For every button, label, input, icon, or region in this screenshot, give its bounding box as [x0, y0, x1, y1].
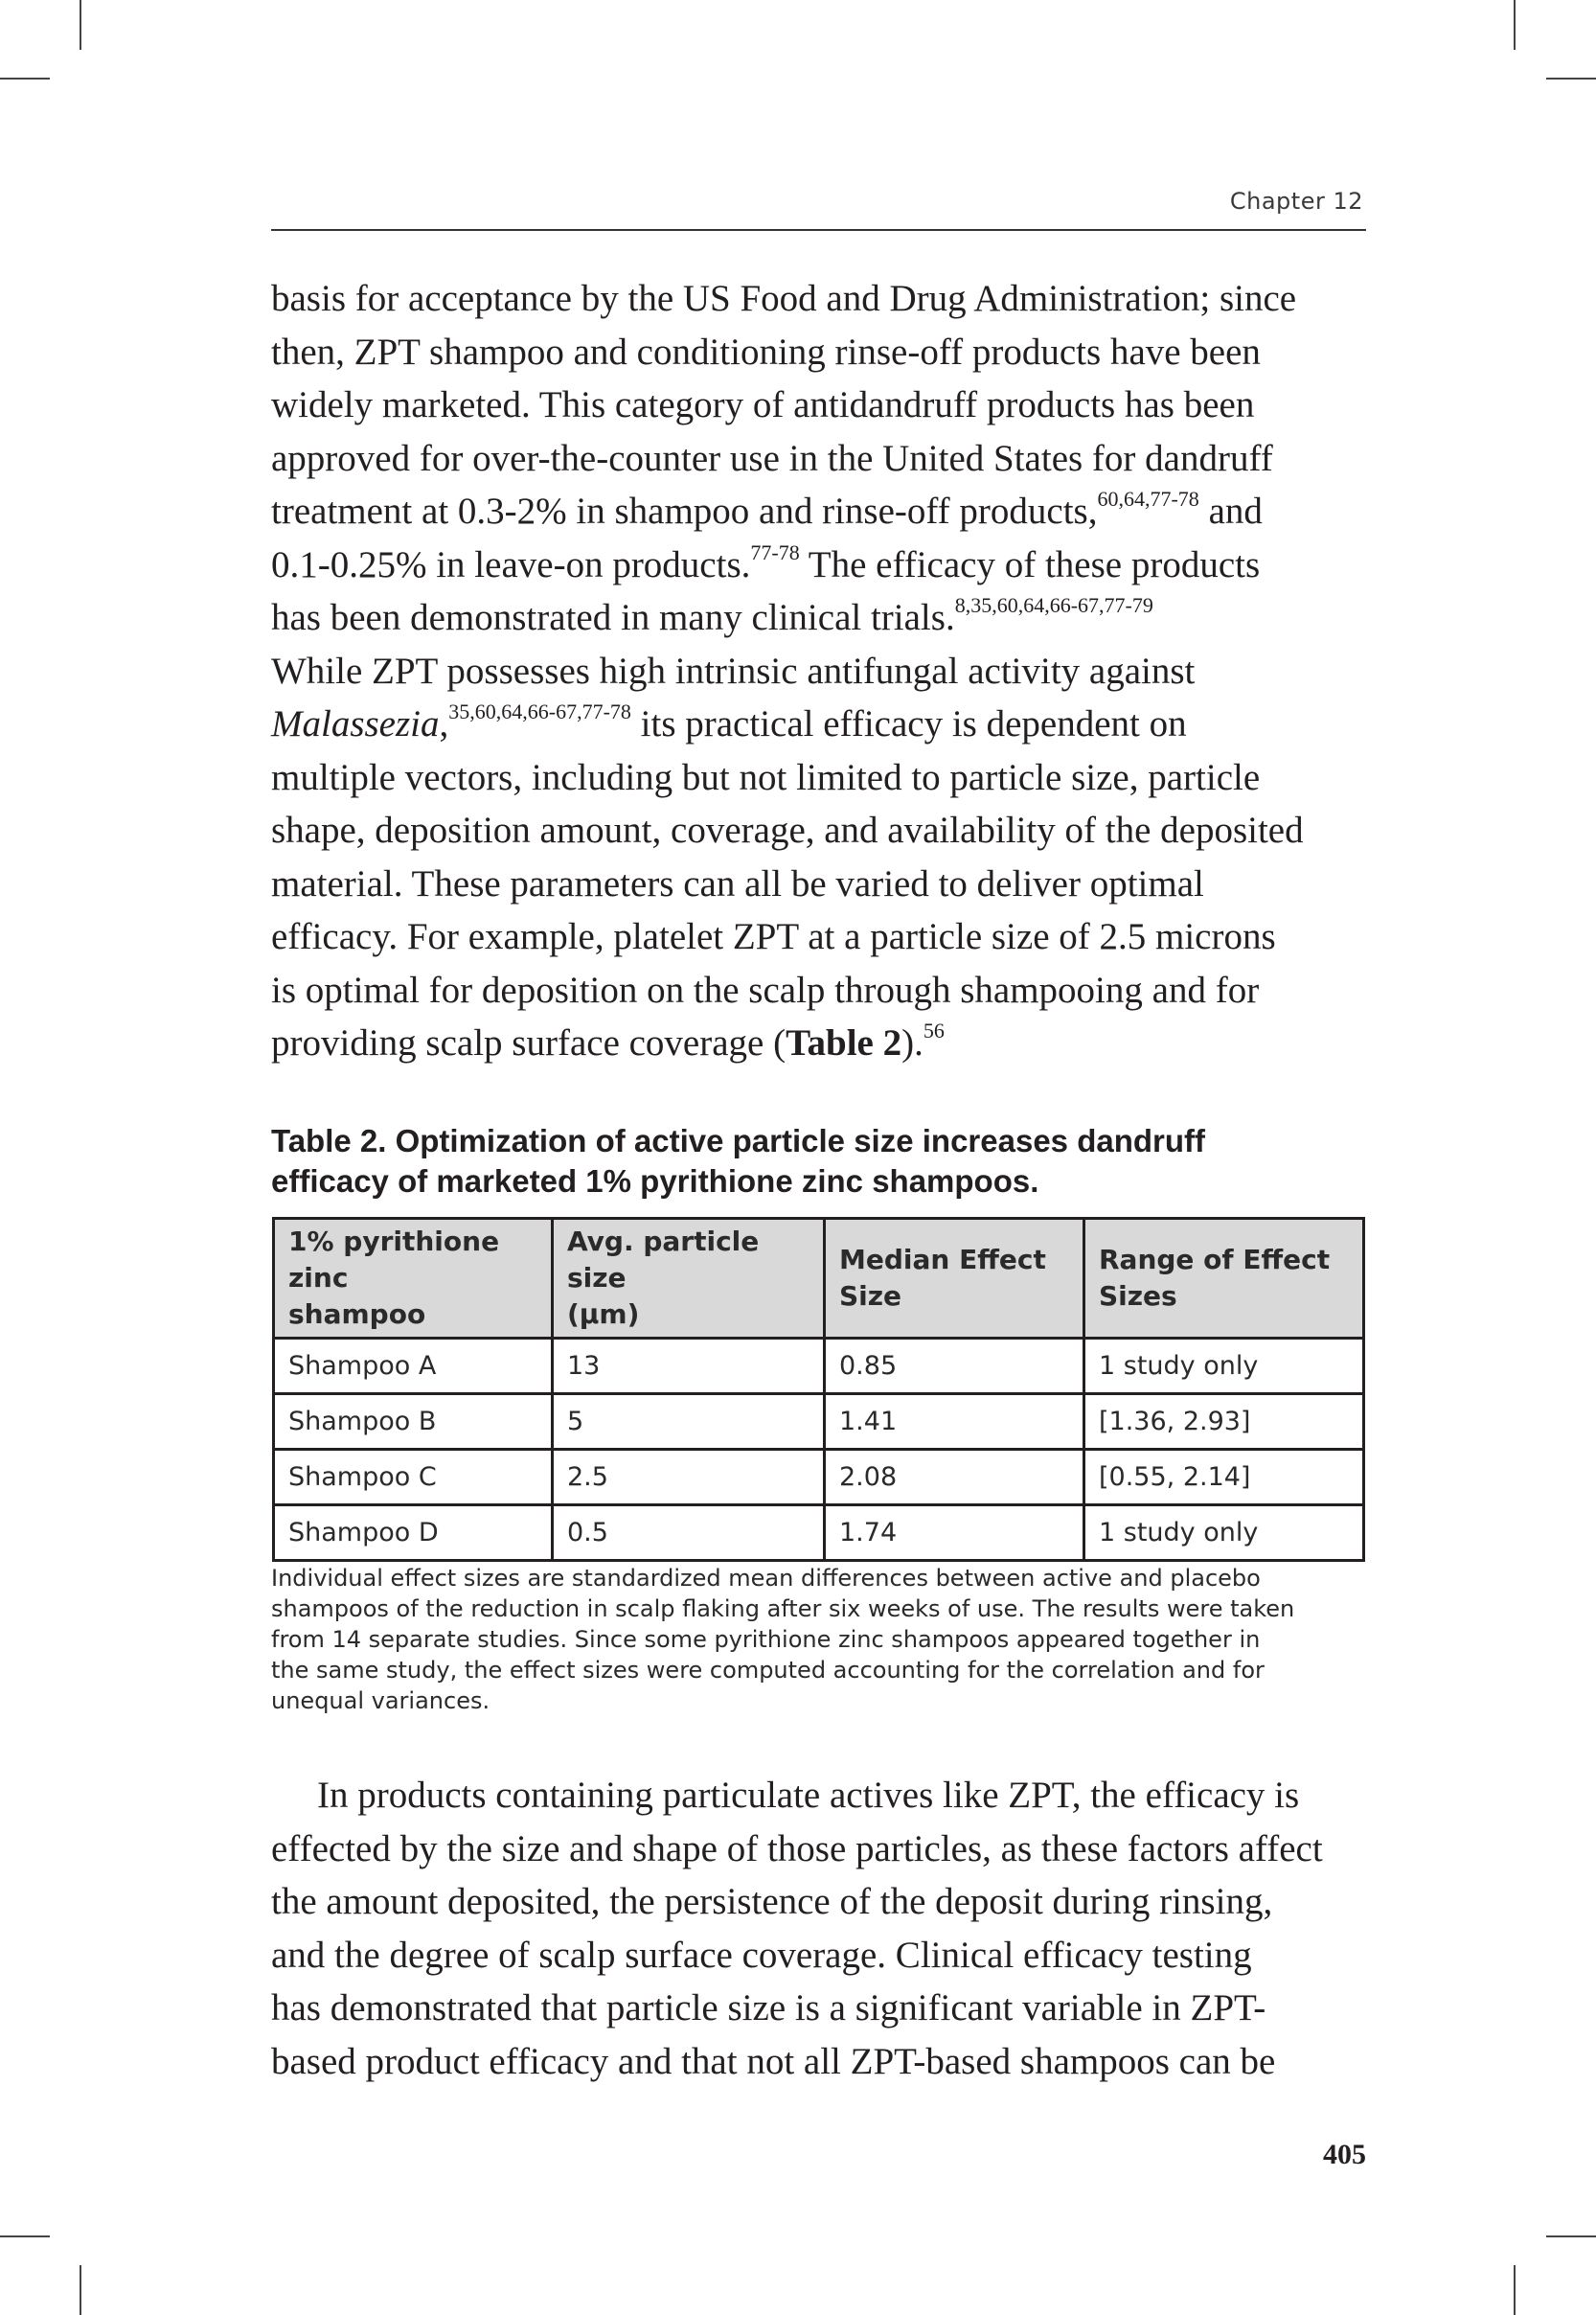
text-line: is optimal for deposition on the scalp through shampooing and for [271, 969, 1260, 1011]
citation: 77-78 [750, 539, 800, 564]
text-line: widely marketed. This category of antidandruff products has been [271, 384, 1255, 425]
table-row [274, 1450, 1364, 1505]
citation: 56 [923, 1019, 945, 1043]
table-cell: 1 study only [1084, 1505, 1364, 1561]
table-cell: 0.85 [825, 1339, 1084, 1394]
crop-mark-left-bottom [0, 2235, 50, 2237]
table-cell: 2.5 [553, 1450, 825, 1505]
table-cell: 1.74 [825, 1505, 1084, 1561]
text-line: has been demonstrated in many clinical trials.$^{8,35,60,64,66-67,77-79}$ [271, 593, 1153, 638]
column-header: 1% pyrithione zinc shampoo [274, 1219, 553, 1339]
table-cell: 1.41 [825, 1394, 1084, 1450]
table-cell: [0.55, 2.14] [1084, 1450, 1364, 1505]
table-row [274, 1394, 1364, 1450]
table-cell: [1.36, 2.93] [1084, 1394, 1364, 1450]
data-table [272, 1217, 1365, 1562]
table-cell: Shampoo B [274, 1394, 553, 1450]
table-caption: Table 2. Optimization of active particle size increases dandruff efficacy of marketed 1% pyrithione zinc shampoos. [271, 1123, 1205, 1199]
text-line: effected by the size and shape of those particles, as these factors affect [271, 1827, 1323, 1869]
text-line: In products containing particulate actives like ZPT, the efficacy is [317, 1775, 1300, 1816]
table-header-row [274, 1219, 1364, 1339]
column-header: Avg. particle size (μm) [553, 1219, 825, 1339]
running-header: Chapter 12 [1229, 188, 1363, 215]
text-line: 0.1-0.25% in leave-on products.$^{77-78}$ The efficacy of these products [271, 539, 1261, 585]
crop-mark-right-bottom [1546, 2235, 1596, 2237]
citation: 8,35,60,64,66-67,77-79 [954, 593, 1153, 617]
page-number: 405 [1323, 2139, 1366, 2170]
table-footnote: Individual effect sizes are standardized mean differences between active and placebo shampoos of the reduction in scalp flaking after six weeks of use. The results were taken from 14 separate studies. Since some pyrithione zinc shampoos appeared together in the same study, the effect sizes were computed accounting for the correlation and for unequal variances. [271, 1565, 1295, 1714]
text-line: multiple vectors, including but not limited to particle size, particle [271, 756, 1261, 798]
text-line: efficacy. For example, platelet ZPT at a particle size of 2.5 microns [271, 916, 1276, 957]
paragraph-1 [271, 272, 1373, 1070]
text-line: providing scalp surface coverage (Table 2).$^{56}$ [271, 1019, 945, 1064]
crop-mark-right-top [1546, 78, 1596, 80]
table-row [274, 1505, 1364, 1561]
text-line: While ZPT possesses high intrinsic antifungal activity against [271, 650, 1196, 692]
citation: 35,60,64,66-67,77-78 [448, 699, 631, 723]
text-line: shape, deposition amount, coverage, and availability of the deposited [271, 810, 1304, 851]
header-rule [271, 229, 1366, 231]
table-row [274, 1339, 1364, 1394]
table-cell: 1 study only [1084, 1339, 1364, 1394]
text-line: the amount deposited, the persistence of the deposit during rinsing, [271, 1881, 1273, 1922]
text-line: Malassezia,$^{35,60,64,66-67,77-78}$ its practical efficacy is dependent on [271, 699, 1187, 745]
text-line: basis for acceptance by the US Food and Drug Administration; since [271, 278, 1297, 319]
column-header: Median Effect Size [825, 1219, 1084, 1339]
crop-mark-top-right [1514, 0, 1516, 50]
paragraph-2 [271, 1769, 1373, 2088]
text-line: has demonstrated that particle size is a significant variable in ZPT- [271, 1987, 1266, 2028]
text-line: then, ZPT shampoo and conditioning rinse-off products have been [271, 331, 1261, 373]
table-cell: Shampoo A [274, 1339, 553, 1394]
text-line: based product efficacy and that not all ZPT-based shampoos can be [271, 2040, 1276, 2082]
table-cell: 2.08 [825, 1450, 1084, 1505]
text-line: material. These parameters can all be varied to deliver optimal [271, 862, 1204, 905]
column-header: Range of Effect Sizes [1084, 1219, 1364, 1339]
table-reference: Table 2 [786, 1022, 902, 1064]
text-line: approved for over-the-counter use in the United States for dandruff [271, 437, 1273, 479]
table-cell: Shampoo C [274, 1450, 553, 1505]
crop-mark-bottom-left [80, 2265, 81, 2315]
text-line: and the degree of scalp surface coverage. Clinical efficacy testing [271, 1934, 1252, 1976]
crop-mark-left-top [0, 78, 50, 80]
citation: 60,64,77-78 [1097, 487, 1199, 511]
crop-mark-top-left [80, 0, 81, 50]
table-cell: 13 [553, 1339, 825, 1394]
table-cell: Shampoo D [274, 1505, 553, 1561]
text-line: treatment at 0.3-2% in shampoo and rinse-off products,$^{60,64,77-78}$ and [271, 487, 1263, 532]
crop-mark-bottom-right [1514, 2265, 1516, 2315]
table-cell: 0.5 [553, 1505, 825, 1561]
table-cell: 5 [553, 1394, 825, 1450]
